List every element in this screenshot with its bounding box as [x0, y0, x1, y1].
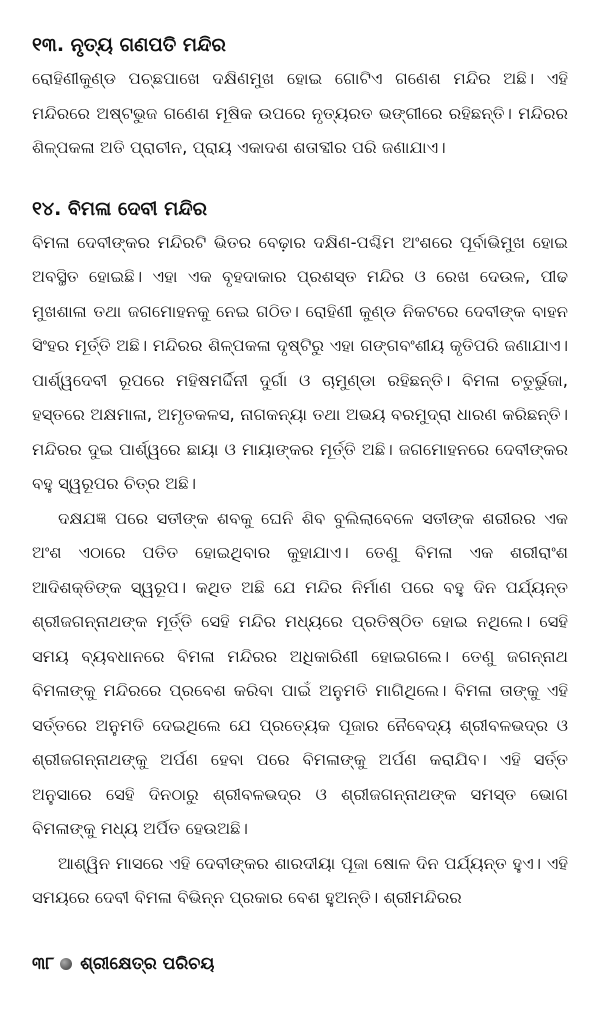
paragraph: ବିମଳା ଦେବୀଙ୍କର ମନ୍ଦିରଟି ଭିତର ବେଢ଼ାର ଦକ୍ଷିଣ-ପଶ୍ଚିମ ଅଂଶରେ ପୂର୍ବାଭିମୁଖ ହୋଇ ଅବସ୍ଥିତ ହୋଇଛି। ଏହା ଏକ ବୃହଦାକାର ପ୍ରଶସ୍ତ ମନ୍ଦିର ଓ ରେଖ ଦେଉଳ, ପୀଢ ମୁଖଶାଳା ତଥା ଜଗମୋହନକୁ ନେଇ ଗଠିତ। ରୋହିଣୀ କୁଣ୍ଡ ନିକଟରେ ଦେବୀଙ୍କ ବାହନ ସିଂହର ମୂର୍ତ୍ତି ଅଛି। ମନ୍ଦିରର ଶିଳ୍ପକଳା ଦୃଷ୍ଟିରୁ ଏହା ଗଙ୍ଗବଂଶୀୟ କୃତିପରି ଜଣାଯାଏ। ପାର୍ଶ୍ୱଦେବୀ ରୂପରେ ମହିଷମର୍ଦ୍ଦିନୀ ଦୁର୍ଗା ଓ ଚାମୁଣ୍ଡା ରହିଛନ୍ତି। ବିମଳା ଚତୁର୍ଭୁଜା, ହସ୍ତରେ ଅକ୍ଷମାଳା, ଅମୃତକଳସ, ନାଗକନ୍ୟା ତଥା ଅଭୟ ବରମୁଦ୍ରା ଧାରଣ କରିଛନ୍ତି। ମନ୍ଦିରର ଦୁଇ ପାର୍ଶ୍ୱରେ ଛାୟା ଓ ମାୟାଙ୍କର ମୂର୍ତ୍ତି ଅଛି। ଜଗମୋହନରେ ଦେବୀଙ୍କର ବହୁ ସ୍ୱରୂପର ଚିତ୍ର ଅଛି। [32, 232, 568, 493]
paragraph: ରୋହିଣୀକୁଣ୍ଡ ପଚ୍ଛପାଖେ ଦକ୍ଷିଣମୁଖ ହୋଇ ଗୋଟିଏ ଗଣେଶ ମନ୍ଦିର ଅଛି। ଏହି ମନ୍ଦିରରେ ଅଷ୍ଟଭୁଜ ଗଣେଶ ମୂଷିକ ଉପରେ ନୃତ୍ୟରତ ଭଙ୍ଗୀରେ ରହିଛନ୍ତି। ମନ୍ଦିରର ଶିଳ୍ପକଳା ଅତି ପ୍ରାଚୀନ, ପ୍ରାୟ ଏକାଦଶ ଶତାବ୍ଦୀର ପରି ଜଣାଯାଏ। [32, 69, 568, 157]
section-heading: ୧୪. ବିମଳା ଦେବୀ ମନ୍ଦିର [32, 197, 208, 220]
book-title: ଶ୍ରୀକ୍ଷେତ୍ର ପରିଚୟ [80, 954, 215, 974]
paragraph: ଆଶ୍ୱିନ ମାସରେ ଏହି ଦେବୀଙ୍କର ଶାରଦୀୟା ପୂଜା ଷୋଳ ଦିନ ପର୍ଯ୍ୟନ୍ତ ହୁଏ। ଏହି ସମୟରେ ଦେବୀ ବିମଳା ବିଭିନ୍ନ ପ୍ରକାର ବେଶ ହୁଅନ୍ତି। ଶ୍ରୀମନ୍ଦିରର [32, 853, 568, 907]
bullet-icon [60, 958, 72, 970]
section-heading: ୧୩. ନୃତ୍ୟ ଗଣପତି ମନ୍ଦିର [32, 34, 226, 56]
page-number: ୩୮ [32, 954, 55, 974]
page-content [32, 28, 568, 1008]
page-footer [32, 950, 214, 978]
section-nritya-ganapati [32, 28, 568, 166]
section-bimala-devi [32, 192, 568, 916]
paragraph: ଦକ୍ଷଯଜ୍ଞ ପରେ ସତୀଙ୍କ ଶବକୁ ଘେନି ଶିବ ବୁଲିଲାବେଳେ ସତୀଙ୍କ ଶରୀରର ଏକ ଅଂଶ ଏଠାରେ ପତିତ ହୋଇଥିବାର କୁହାଯାଏ। ତେଣୁ ବିମଳା ଏକ ଶରୀରାଂଶ ଆଦିଶକ୍ତିଙ୍କ ସ୍ୱରୂପ। କଥିତ ଅଛି ଯେ ମନ୍ଦିର ନିର୍ମାଣ ପରେ ବହୁ ଦିନ ପର୍ଯ୍ୟନ୍ତ ଶ୍ରୀଜଗନ୍ନାଥଙ୍କ ମୂର୍ତ୍ତି ସେହି ମନ୍ଦିର ମଧ୍ୟରେ ପ୍ରତିଷ୍ଠିତ ହୋଇ ନଥିଲେ। ସେହି ସମୟ ବ୍ୟବଧାନରେ ବିମଳା ମନ୍ଦିରର ଅଧିକାରିଣୀ ହୋଇଗଲେ। ତେଣୁ ଜଗନ୍ନାଥ ବିମଳାଙ୍କୁ ମନ୍ଦିରରେ ପ୍ରବେଶ କରିବା ପାଇଁ ଅନୁମତି ମାଗିଥିଲେ। ବିମଳା ତାଙ୍କୁ ଏହି ସର୍ତ୍ତରେ ଅନୁମତି ଦେଇଥିଲେ ଯେ ପ୍ରତ୍ୟେକ ପୂଜାର ନୈବେଦ୍ୟ ଶ୍ରୀବଳଭଦ୍ର ଓ ଶ୍ରୀଜଗନ୍ନାଥଙ୍କୁ ଅର୍ପଣ ହେବା ପରେ ବିମଳାଙ୍କୁ ଅର୍ପଣ କରାଯିବ। ଏହି ସର୍ତ୍ତ ଅନୁସାରେ ସେହି ଦିନଠାରୁ ଶ୍ରୀବଳଭଦ୍ର ଓ ଶ୍ରୀଜଗନ୍ନାଥଙ୍କ ସମସ୍ତ ଭୋଗ ବିମଳାଙ୍କୁ ମଧ୍ୟ ଅର୍ପିତ ହେଉଅଛି। [32, 508, 568, 838]
